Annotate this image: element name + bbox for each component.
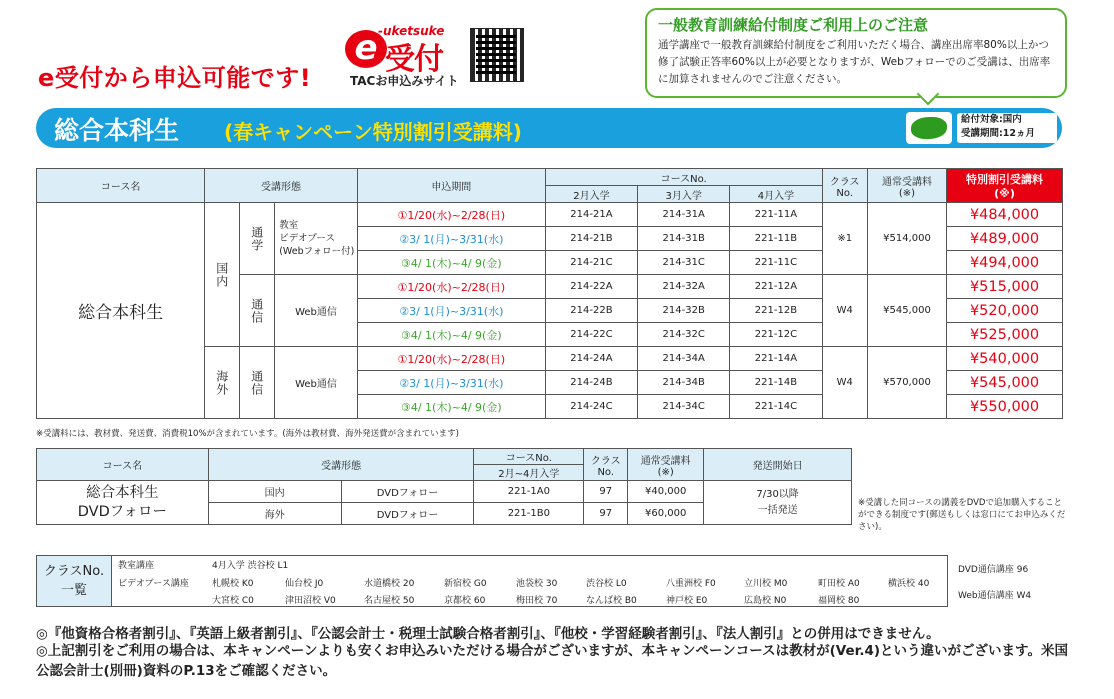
region-cell: 海外 — [208, 503, 341, 525]
class-item: 大宮校 C0 — [212, 596, 254, 606]
course-no-cell: 221-11B — [730, 227, 822, 251]
th2-normal-fee-note: (※) — [657, 466, 674, 478]
special-fee-cell: ¥540,000 — [947, 347, 1063, 371]
fee-cell: ¥60,000 — [628, 503, 704, 525]
course-no-cell: 221-12A — [730, 275, 822, 299]
course-no-cell: 221-12C — [730, 323, 822, 347]
course-no-cell: 221-1A0 — [474, 481, 584, 503]
course-no-cell: 214-22A — [545, 275, 637, 299]
course-no-cell: 214-24B — [545, 371, 637, 395]
course-no-cell: 214-24A — [545, 347, 637, 371]
th-class: クラスNo. — [822, 169, 867, 203]
videobooth-label: ビデオブース講座 — [118, 579, 189, 589]
th-format: 受講形態 — [205, 169, 358, 203]
class-cell: 97 — [584, 481, 628, 503]
course-no-cell: 214-22B — [545, 299, 637, 323]
class-list-label-line2: 一覧 — [60, 583, 87, 598]
dvd-course-class: DVD通信講座 96 — [958, 565, 1029, 575]
course-no-cell: 214-21A — [545, 203, 637, 227]
logo-kanji-text: 受付 — [385, 42, 443, 77]
kyufu-line2: 受講期間:12ヵ月 — [961, 128, 1036, 139]
class-item: 札幌校 K0 — [212, 579, 254, 589]
apply-heading: e受付から申込可能です! — [38, 64, 312, 92]
class-item: 広島校 N0 — [744, 596, 787, 606]
fee-table — [36, 168, 1063, 419]
course-no-cell: 214-24C — [545, 395, 637, 419]
notice-title: 一般教育訓練給付制度ご利用上のご注意 — [658, 16, 929, 34]
class-item: 水道橋校 20 — [364, 579, 415, 589]
course-no-cell: 221-11C — [730, 251, 822, 275]
ship-start-cell — [704, 481, 852, 525]
detail-web: Web通信 — [275, 275, 358, 347]
special-fee-cell: ¥545,000 — [947, 371, 1063, 395]
classroom-value: 4月入学 渋谷校 L1 — [212, 561, 289, 571]
web-course-class: Web通信講座 W4 — [958, 591, 1032, 601]
class-cell: W4 — [822, 275, 867, 347]
course-no-cell: 214-34A — [638, 347, 730, 371]
special-fee-cell: ¥550,000 — [947, 395, 1063, 419]
detail-web: Web通信 — [275, 347, 358, 419]
th-special-fee-label: 特別割引受講料 — [966, 173, 1044, 186]
region-overseas: 海外 — [205, 347, 240, 419]
region-cell: 国内 — [208, 481, 341, 503]
course-no-cell: 214-32B — [638, 299, 730, 323]
th-course-no: コースNo. — [545, 169, 822, 186]
class-item: 池袋校 30 — [516, 579, 558, 589]
ship-line2: 一括発送 — [757, 504, 798, 516]
banner-subtitle: (春キャンペーン特別割引受講料) — [224, 120, 522, 144]
th-special-fee-note: (※) — [994, 187, 1015, 200]
course-no-cell: 214-34C — [638, 395, 730, 419]
class-item: 横浜校 40 — [888, 579, 930, 589]
fee-cell: ¥40,000 — [628, 481, 704, 503]
kyufu-line1: 給付対象:国内 — [961, 114, 1022, 125]
th-normal-fee-label: 通常受講料 — [881, 176, 932, 188]
class-item: なんば校 B0 — [586, 596, 637, 606]
class-list-label-line1: クラスNo. — [43, 564, 105, 579]
class-item: 八重洲校 F0 — [666, 579, 716, 589]
detail-tsugaku: 教室 ビデオブース (Webフォロー付) — [275, 203, 358, 275]
class-cell: 97 — [584, 503, 628, 525]
class-item: 福岡校 80 — [818, 596, 860, 606]
footer-line2: ◎上記割引をご利用の場合は、本キャンペーンよりも安くお申込みいただける場合がございますが、本キャンペーンコースは教材が(Ver.4)という違いがございます。米国公認会計士(別冊)資料のP.13をご確認ください。 — [36, 643, 1068, 679]
normal-fee-cell: ¥570,000 — [867, 347, 946, 419]
table-row — [37, 203, 1063, 227]
course-no-cell: 221-1B0 — [474, 503, 584, 525]
th-mar: 3月入学 — [638, 186, 730, 203]
course-no-cell: 214-31B — [638, 227, 730, 251]
special-fee-cell: ¥484,000 — [947, 203, 1063, 227]
th-apr: 4月入学 — [730, 186, 822, 203]
course-no-cell: 214-21B — [545, 227, 637, 251]
class-item: 神戸校 E0 — [666, 596, 708, 606]
period-cell: ③4/ 1(木)~4/ 9(金) — [357, 323, 545, 347]
e-uketsuke-logo[interactable]: e — [345, 30, 387, 68]
kyufu-icon-shape — [911, 117, 947, 139]
course-no-cell: 214-32C — [638, 323, 730, 347]
period-cell: ①1/20(水)~2/28(日) — [357, 347, 545, 371]
classroom-label: 教室講座 — [118, 561, 155, 571]
footer-line1: ◎『他資格合格者割引』、『英語上級者割引』、『公認会計士・税理士試験合格者割引』、『他校・学習経験者割引』、『法人割引』との併用はできません。 — [36, 626, 940, 642]
format-cell: DVDフォロー — [341, 503, 474, 525]
normal-fee-cell: ¥545,000 — [867, 275, 946, 347]
period-cell: ③4/ 1(木)~4/ 9(金) — [357, 395, 545, 419]
course-no-cell: 214-34B — [638, 371, 730, 395]
region-domestic: 国内 — [205, 203, 240, 347]
fee-note: ※受講料には、教材費、発送費、消費税10%が含まれています。(海外は教材費、海外発送費が含まれています) — [36, 429, 459, 439]
period-cell: ③4/ 1(木)~4/ 9(金) — [357, 251, 545, 275]
th2-class: クラスNo. — [584, 449, 628, 481]
th2-course-no: コースNo. — [474, 449, 584, 465]
dvd-course-line1: 総合本科生 — [86, 484, 159, 501]
th-course: コース名 — [37, 169, 205, 203]
th-period: 申込期間 — [357, 169, 545, 203]
th2-course-no-sub: 2月~4月入学 — [474, 465, 584, 481]
kyufu-label — [957, 113, 1057, 143]
dvd-table — [36, 448, 852, 525]
period-cell: ①1/20(水)~2/28(日) — [357, 203, 545, 227]
course-no-cell: 214-22C — [545, 323, 637, 347]
class-item: 名古屋校 50 — [364, 596, 415, 606]
course-no-cell: 221-12B — [730, 299, 822, 323]
class-item: 梅田校 70 — [516, 596, 558, 606]
th-normal-fee — [867, 169, 946, 203]
th2-course: コース名 — [37, 449, 209, 481]
class-item: 渋谷校 L0 — [586, 579, 627, 589]
course-no-cell: 221-11A — [730, 203, 822, 227]
course-no-cell: 214-31C — [638, 251, 730, 275]
notice-body: 通学講座で一般教育訓練給付制度をご利用いただく場合、講座出席率80%以上かつ修了試験正答率60%以上が必要となりますが、Webフォローでのご受講は、出席率に加算されませんのでご注意ください。 — [658, 39, 1051, 85]
qr-code-pattern — [476, 34, 516, 74]
special-fee-cell: ¥494,000 — [947, 251, 1063, 275]
th2-format: 受講形態 — [208, 449, 474, 481]
dvd-course-line2: DVDフォロー — [77, 503, 168, 520]
th2-normal-fee — [628, 449, 704, 481]
class-item: 新宿校 G0 — [444, 579, 487, 589]
class-item: 仙台校 J0 — [285, 579, 324, 589]
ship-line1: 7/30以降 — [756, 488, 799, 500]
dvd-note: ※受講した同コースの講義をDVDで追加購入することができる制度です(郵送もしくは窓口にてお申込みください)。 — [858, 498, 1066, 532]
class-item: 町田校 A0 — [818, 579, 860, 589]
table-row — [37, 481, 852, 503]
period-cell: ①1/20(水)~2/28(日) — [357, 275, 545, 299]
special-fee-cell: ¥525,000 — [947, 323, 1063, 347]
class-item: 立川校 M0 — [744, 579, 788, 589]
period-cell: ②3/ 1(月)~3/31(水) — [357, 299, 545, 323]
th2-ship-start: 発送開始日 — [704, 449, 852, 481]
th-normal-fee-note: (※) — [898, 187, 916, 199]
type-tsushin: 通信 — [240, 347, 275, 419]
special-fee-cell: ¥520,000 — [947, 299, 1063, 323]
normal-fee-cell: ¥514,000 — [867, 203, 946, 275]
class-cell: W4 — [822, 347, 867, 419]
course-no-cell: 214-31A — [638, 203, 730, 227]
th-feb: 2月入学 — [545, 186, 637, 203]
course-no-cell: 214-32A — [638, 275, 730, 299]
special-fee-cell: ¥489,000 — [947, 227, 1063, 251]
th-special-fee — [947, 169, 1063, 203]
course-name: 総合本科生 — [37, 203, 205, 419]
type-tsugaku: 通学 — [240, 203, 275, 275]
banner-title: 総合本科生 — [54, 116, 180, 145]
type-tsushin: 通信 — [240, 275, 275, 347]
class-item: 京都校 60 — [444, 596, 486, 606]
course-no-cell: 214-21C — [545, 251, 637, 275]
class-cell: ※1 — [822, 203, 867, 275]
period-cell: ②3/ 1(月)~3/31(水) — [357, 371, 545, 395]
logo-uketsuke-text: -uketsuke — [378, 24, 445, 38]
special-fee-cell: ¥515,000 — [947, 275, 1063, 299]
class-item: 津田沼校 V0 — [285, 596, 336, 606]
class-list-label — [36, 555, 112, 607]
course-no-cell: 221-14A — [730, 347, 822, 371]
th2-normal-fee-label: 通常受講料 — [640, 455, 691, 467]
course-no-cell: 221-14C — [730, 395, 822, 419]
course-no-cell: 221-14B — [730, 371, 822, 395]
format-cell: DVDフォロー — [341, 481, 474, 503]
dvd-course-name — [37, 481, 209, 525]
logo-site-text: TACお申込みサイト — [350, 74, 459, 88]
period-cell: ②3/ 1(月)~3/31(水) — [357, 227, 545, 251]
